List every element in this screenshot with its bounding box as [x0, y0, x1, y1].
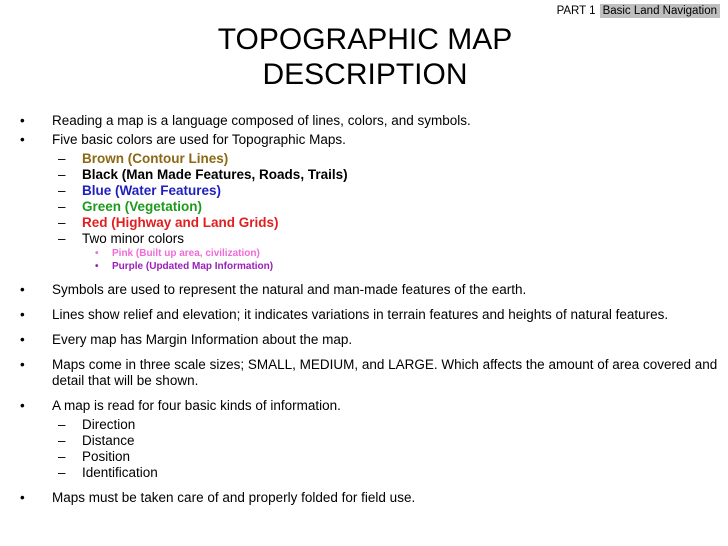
read-info-item	[20, 465, 720, 481]
color-item	[20, 151, 720, 167]
bullet-lines	[20, 307, 720, 323]
color-item	[20, 199, 720, 215]
header-tag	[557, 4, 720, 18]
bullet-icon: •	[20, 490, 25, 505]
bullet-icon: •	[20, 398, 25, 413]
minor-color-list	[20, 247, 720, 273]
dash-icon: –	[58, 151, 66, 166]
bullet-symbols	[20, 282, 720, 298]
read-info-item	[20, 417, 720, 433]
section-chip: Basic Land Navigation	[600, 4, 720, 18]
minor-color-text: Purple (Updated Map Information)	[112, 261, 274, 272]
slide-content	[20, 113, 720, 509]
bullet-text: Maps come in three scale sizes; SMALL, MEDIUM, and LARGE. Which affects the amount of area covered and detail that will be shown.	[52, 357, 718, 388]
bullet-reading	[20, 113, 720, 129]
bullet-text: Symbols are used to represent the natural and man-made features of the earth.	[52, 282, 527, 297]
color-item-text: Brown (Contour Lines)	[82, 151, 229, 166]
bullet-text: Every map has Margin Information about the map.	[52, 332, 353, 347]
read-info-text: Distance	[82, 433, 135, 448]
bullet-icon: •	[20, 357, 25, 372]
dash-icon: –	[58, 199, 66, 214]
minor-color-item	[20, 247, 720, 260]
color-item-text: Black (Man Made Features, Roads, Trails)	[82, 167, 348, 182]
color-item-text: Blue (Water Features)	[82, 183, 222, 198]
bullet-colors	[20, 132, 720, 148]
part-label: PART 1	[556, 5, 596, 17]
color-item-text: Red (Highway and Land Grids)	[82, 215, 279, 230]
color-item	[20, 215, 720, 231]
color-item-text: Green (Vegetation)	[82, 199, 203, 214]
color-list	[20, 151, 720, 231]
dash-icon: –	[58, 465, 66, 480]
read-info-list	[20, 417, 720, 481]
dash-icon: –	[58, 231, 66, 246]
dash-icon: –	[58, 417, 66, 432]
bullet-margin	[20, 332, 720, 348]
color-item	[20, 167, 720, 183]
minor-colors-intro: Two minor colors	[82, 231, 185, 246]
bullet-text: Maps must be taken care of and properly folded for field use.	[52, 490, 416, 505]
bullet-icon: •	[20, 332, 25, 347]
bullet-scales	[20, 357, 720, 389]
read-info-text: Position	[82, 449, 131, 464]
bullet-icon: •	[20, 282, 25, 297]
read-info-text: Identification	[82, 465, 158, 480]
bullet-icon: •	[20, 132, 25, 147]
dash-icon: –	[58, 433, 66, 448]
read-info-item	[20, 449, 720, 465]
bullet-icon: •	[20, 113, 25, 128]
title-line-2: DESCRIPTION	[262, 58, 468, 91]
bullet-icon: •	[20, 307, 25, 322]
bullet-text: Lines show relief and elevation; it indicates variations in terrain features and heights of natural features.	[52, 307, 669, 322]
minor-color-text: Pink (Built up area, civilization)	[112, 248, 260, 259]
color-item	[20, 183, 720, 199]
dash-icon: –	[58, 167, 66, 182]
bullet-text: Five basic colors are used for Topographic Maps.	[52, 132, 346, 147]
read-info-text: Direction	[82, 417, 136, 432]
dash-icon: –	[58, 449, 66, 464]
dash-icon: –	[58, 215, 66, 230]
bullet-icon: •	[95, 248, 99, 259]
bullet-text: A map is read for four basic kinds of information.	[52, 398, 341, 413]
dash-icon: –	[58, 183, 66, 198]
slide-title	[130, 22, 600, 92]
title-line-1: TOPOGRAPHIC MAP	[217, 23, 513, 56]
bullet-icon: •	[95, 261, 99, 272]
minor-color-item	[20, 260, 720, 273]
bullet-text: Reading a map is a language composed of lines, colors, and symbols.	[52, 113, 471, 128]
read-info-item	[20, 433, 720, 449]
minor-colors-item	[20, 231, 720, 247]
bullet-care	[20, 490, 720, 506]
bullet-read	[20, 398, 720, 414]
